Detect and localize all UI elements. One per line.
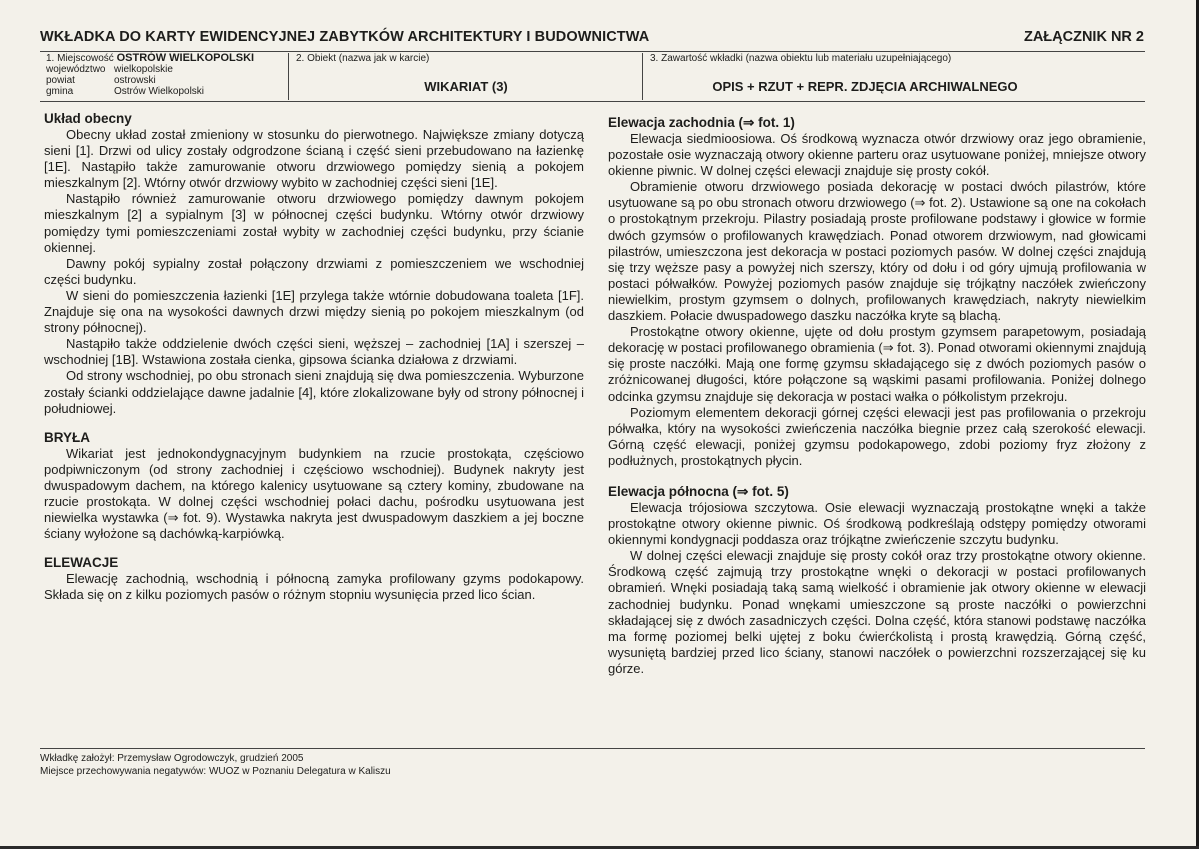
paragraph: Elewacja trójosiowa szczytowa. Osie elewacji wyznaczają prostokątne wnęki a także prostokątne otwory okienne piwnic. Oś środkową podkreślają odstępy pomiędzy otworami okiennymi kondygnacji poddasza oraz trójkątne zwieńczenie szczytu budynku. [608, 499, 1146, 548]
footer-storage: Miejsce przechowywania negatywów: WUOZ w Poznaniu Delegatura w Kaliszu [40, 766, 391, 777]
location-value: OSTRÓW WIELKOPOLSKI [116, 52, 255, 64]
paragraph: Obecny układ został zmieniony w stosunku do pierwotnego. Największe zmiany dotyczą sieni [1]. Drzwi od ulicy zostały odgrodzone ścianą i część sieni przebudowano na łazienkę [1E]. Nastąpiło także zamurowanie otworu drzwiowego pomiędzy sienią a pokojem mieszkalnym [2]. Wtórny otwór drzwiowy wybito w zachodniej części sieni [1E]. [44, 127, 584, 191]
right-column [608, 115, 1146, 677]
footer [40, 752, 391, 778]
paragraph: Poziomym elementem dekoracji górnej części elewacji jest pas profilowania o przekroju półwałka, który na wysokości zwieńczenia naczółka biegnie przez całą szerokość elewacji. Górną część elewacji, poniżej gzymsu podokapowego, zdobi poziomy fryz złożony z podłużnych, prostokątnych płycin. [608, 404, 1146, 468]
paragraph: Dawny pokój sypialny został połączony drzwiami z pomieszczeniem we wschodniej części budynku. [44, 255, 584, 287]
footer-rule [40, 748, 1145, 749]
paragraph: W sieni do pomieszczenia łazienki [1E] przylega także wtórnie dobudowana toaleta [1F]. Znajduje się ona na wysokości dawnych drzwi między sienią po pokojem mieszkalnym (od strony północnej). [44, 287, 584, 336]
footer-author: Wkładkę założył: Przemysław Ogrodowczyk, grudzień 2005 [40, 753, 304, 764]
paragraph: Wikariat jest jednokondygnacyjnym budynkiem na rzucie prostokąta, częściowo podpiwniczonym (od strony zachodniej i częściowo wschodniej). Budynek nakryty jest dwuspadowym dachem, na którego kalenicy usytuowane są cztery kominy, zbudowane na rzucie prostokąta. W dolnej części wschodniej połaci dachu, pośrodku usytuowana jest niewielka wystawka (⇒ fot. 9). Wystawka nakryta jest dwuspadowym daszkiem a jej boczne ściany wyłożone są dachówką-karpiówką. [44, 445, 584, 542]
paragraph: Od strony wschodniej, po obu stronach sieni znajdują się dwa pomieszczenia. Wyburzone zostały ścianki oddzielające dawne jadalnie [4], które zlokalizowane były od strony północnej i południowej. [44, 368, 584, 416]
info-divider [288, 53, 289, 100]
object-label: 2. Obiekt (nazwa jak w karcie) [296, 53, 430, 64]
location-box [46, 53, 284, 100]
section-heading: BRYŁA [44, 429, 90, 445]
paragraph: W dolnej części elewacji znajduje się prosty cokół oraz trzy prostokątne otwory okienne. Środkową część zajmują trzy prostokątne wnęki o dekoracji w postaci profilowanych obramień. Wnęki posiadają taką samą wielkość i obramienie jak otwory okienne w elewacji zachodniej budynku. Ponad wnękami umieszczone są proste naczółki o powierzchni składającej się z dwóch zasadniczych części. Dolna część, która stanowi podstawę naczółka ma formę poziomej belki ujętej z boku ćwierćkolistą i prostą krawędzią. Górną część, wysuniętą bardziej przed lico ściany, stanowi naczółek o powierzchni rozszerzającej się ku górze. [608, 548, 1146, 676]
location-row: gmina Ostrów Wielkopolski [46, 86, 205, 97]
section-heading: Elewacja zachodnia (⇒ fot. 1) [608, 115, 795, 130]
paragraph: Elewacja siedmioosiowa. Oś środkową wyznacza otwór drzwiowy oraz jego obramienie, pozostałe osie wyznaczają otwory okienne parteru oraz usytuowane poniżej, mniejsze otwory okienne piwnic. W dolnej części elewacji znajduje się prosty cokół. [608, 131, 1146, 179]
annex-label: ZAŁĄCZNIK NR 2 [1023, 29, 1144, 45]
paragraph: Obramienie otworu drzwiowego posiada dekorację w postaci dwóch pilastrów, które usytuowane są po obu stronach otworu drzwiowego (⇒ fot. 2). Ustawione są one na cokołach o prostokątnym przekroju. Pilastry posiadają proste profilowane podstawy i głowice w formie dwóch gzymsów o profilowanych krawędziach. Ponad otworem drzwiowym, nad głowicami pilastrów, umieszczona jest dekoracja w postaci poziomych pasów. W dolnej części znajdują się trzy węższe pasy a powyżej nich szerszy, który od dołu i od góry ujmują profilowania w postaci półwałków. Powyżej poziomych pasów znajduje się trójkątny naczółek zwieńczony niewielkim, prostym gzymsem o dolnych, profilowanych krawędziach, nakryty niewielkim daszkiem. Połacie dwuspadowego daszku naczółka kryte są blachą. [608, 179, 1146, 324]
object-value: WIKARIAT (3) [424, 79, 508, 94]
left-column [44, 111, 584, 603]
document-title: WKŁADKA DO KARTY EWIDENCYJNEJ ZABYTKÓW ARCHITEKTURY I BUDOWNICTWA [40, 29, 650, 45]
location-label: 1. Miejscowość [46, 53, 114, 64]
contents-label: 3. Zawartość wkładki (nazwa obiektu lub materiału uzupełniającego) [650, 53, 952, 64]
header-rule-bottom [40, 101, 1145, 102]
paragraph: Prostokątne otwory okienne, ujęte od dołu prostym gzymsem parapetowym, posiadają dekorację w postaci profilowanego obramienia (⇒ fot. 3). Ponad otworami okiennymi znajdują się proste naczółki. Mają one formę gzymsu składającego się z dwóch poziomych pasów o zróżnicowanej długości, które połączone są wąskimi pasami profilowania. Poniżej dolnego odcinka gzymsu znajduje się dekoracja w postaci wałka o półkolistym przekroju. [608, 324, 1146, 404]
paragraph: Nastąpiło również zamurowanie otworu drzwiowego pomiędzy dawnym pokojem mieszkalnym [2] a sypialnym [3] w północnej części budynku. Wtórny otwór drzwiowy pomiędzy tymi pomieszczeniami został wybity w zachodniej części budynku, przy ścianie okiennej. [44, 191, 584, 255]
paragraph: Elewację zachodnią, wschodnią i północną zamyka profilowany gzyms podokapowy. Składa się on z kilku poziomych pasów o różnym stopniu wysunięcia przed lico ścian. [44, 571, 584, 603]
info-divider [642, 53, 643, 100]
contents-value: OPIS + RZUT + REPR. ZDJĘCIA ARCHIWALNEGO [712, 79, 1018, 94]
section-heading: Układ obecny [44, 111, 132, 126]
location-row: województwo wielkopolskie [46, 64, 173, 75]
section-heading: ELEWACJE [44, 555, 119, 571]
location-row: powiat ostrowski [46, 75, 156, 86]
paragraph: Nastąpiło także oddzielenie dwóch części sieni, węższej – zachodniej [1A] i szerszej – wschodniej [1B]. Wstawiona została cienka, gipsowa ścianka działowa z drzwiami. [44, 336, 584, 368]
section-heading: Elewacja północna (⇒ fot. 5) [608, 483, 789, 499]
